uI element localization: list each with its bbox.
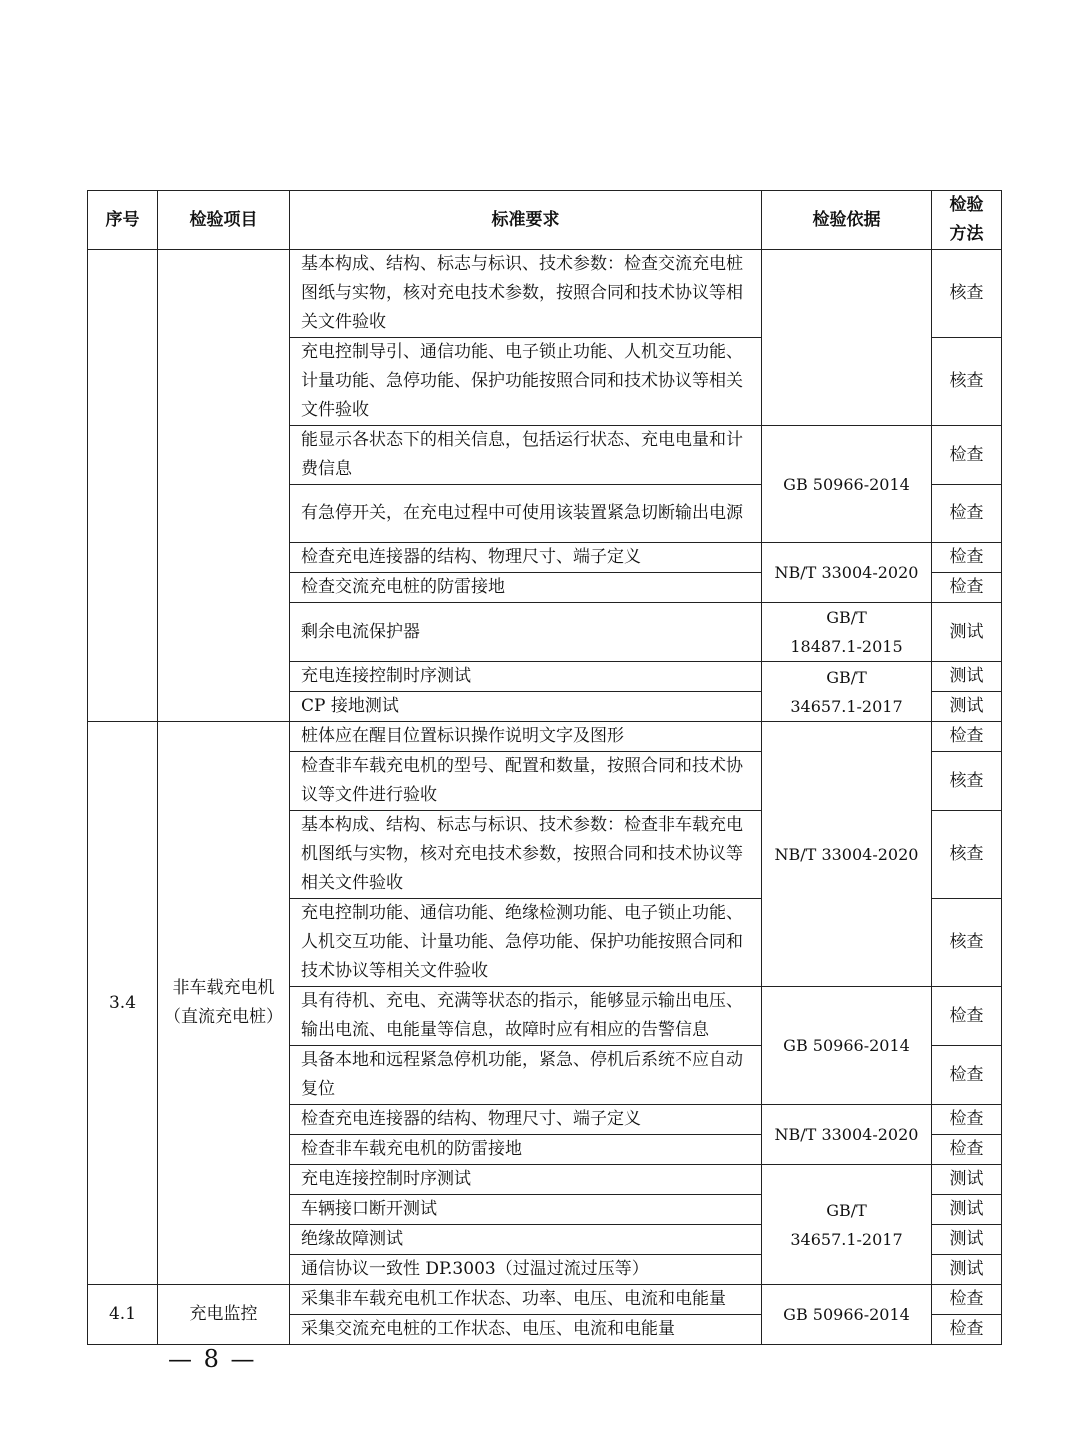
- method-cell: 测试: [932, 1255, 1002, 1285]
- requirement-cell: 通信协议一致性 DP.3003（过温过流过压等）: [290, 1255, 762, 1285]
- seq-cell: 4.1: [88, 1285, 158, 1345]
- method-cell: 检查: [932, 1315, 1002, 1345]
- header-basis: 检验依据: [762, 191, 932, 250]
- method-cell: 核查: [932, 811, 1002, 899]
- method-cell: 检查: [932, 1105, 1002, 1135]
- method-cell: 核查: [932, 250, 1002, 338]
- header-seq: 序号: [88, 191, 158, 250]
- basis-cell: NB/T 33004-2020: [762, 543, 932, 603]
- basis-cell: NB/T 33004-2020: [762, 1105, 932, 1165]
- requirement-cell: 桩体应在醒目位置标识操作说明文字及图形: [290, 722, 762, 752]
- table-header-row: [88, 191, 1002, 250]
- seq-cell-empty: [88, 250, 158, 722]
- requirement-cell: 检查非车载充电机的防雷接地: [290, 1135, 762, 1165]
- header-item: 检验项目: [158, 191, 290, 250]
- method-cell: 检查: [932, 543, 1002, 573]
- method-cell: 检查: [932, 426, 1002, 485]
- requirement-cell: 能显示各状态下的相关信息，包括运行状态、充电电量和计费信息: [290, 426, 762, 485]
- requirement-cell: 有急停开关，在充电过程中可使用该装置紧急切断输出电源: [290, 485, 762, 543]
- requirement-cell: 具备本地和远程紧急停机功能，紧急、停机后系统不应自动复位: [290, 1046, 762, 1105]
- table-row: [88, 722, 1002, 752]
- requirement-cell: 检查非车载充电机的型号、配置和数量，按照合同和技术协议等文件进行验收: [290, 752, 762, 811]
- header-requirement: 标准要求: [290, 191, 762, 250]
- basis-cell: GB/T 18487.1-2015: [762, 603, 932, 662]
- method-cell: 检查: [932, 573, 1002, 603]
- header-method: 检验 方法: [932, 191, 1002, 250]
- requirement-cell: 充电控制功能、通信功能、绝缘检测功能、电子锁止功能、人机交互功能、计量功能、急停功能、保护功能按照合同和技术协议等相关文件验收: [290, 899, 762, 987]
- requirement-cell: CP 接地测试: [290, 692, 762, 722]
- method-cell: 测试: [932, 1195, 1002, 1225]
- basis-cell: GB 50966-2014: [762, 1285, 932, 1345]
- basis-cell: GB/T 34657.1-2017: [762, 662, 932, 722]
- requirement-cell: 充电连接控制时序测试: [290, 662, 762, 692]
- basis-cell: NB/T 33004-2020: [762, 722, 932, 987]
- requirement-cell: 检查充电连接器的结构、物理尺寸、端子定义: [290, 1105, 762, 1135]
- basis-cell: GB 50966-2014: [762, 426, 932, 543]
- method-cell: 检查: [932, 1135, 1002, 1165]
- item-cell: 非车载充电机（直流充电桩）: [158, 722, 290, 1285]
- item-cell-empty: [158, 250, 290, 722]
- requirement-cell: 车辆接口断开测试: [290, 1195, 762, 1225]
- requirement-cell: 基本构成、结构、标志与标识、技术参数：检查交流充电桩图纸与实物，核对充电技术参数，按照合同和技术协议等相关文件验收: [290, 250, 762, 338]
- requirement-cell: 充电连接控制时序测试: [290, 1165, 762, 1195]
- basis-cell-empty: [762, 250, 932, 426]
- requirement-cell: 剩余电流保护器: [290, 603, 762, 662]
- method-cell: 核查: [932, 899, 1002, 987]
- method-cell: 测试: [932, 603, 1002, 662]
- requirement-cell: 检查交流充电桩的防雷接地: [290, 573, 762, 603]
- requirement-cell: 采集非车载充电机工作状态、功率、电压、电流和电能量: [290, 1285, 762, 1315]
- method-cell: 测试: [932, 662, 1002, 692]
- method-cell: 测试: [932, 1225, 1002, 1255]
- method-cell: 核查: [932, 752, 1002, 811]
- page-number: — 8 —: [168, 1345, 257, 1373]
- table-row: [88, 250, 1002, 338]
- method-cell: 检查: [932, 987, 1002, 1046]
- table-row: [88, 1285, 1002, 1315]
- inspection-table: [87, 190, 1002, 1345]
- method-cell: 检查: [932, 1285, 1002, 1315]
- basis-cell: GB/T 34657.1-2017: [762, 1165, 932, 1285]
- method-cell: 检查: [932, 485, 1002, 543]
- requirement-cell: 检查充电连接器的结构、物理尺寸、端子定义: [290, 543, 762, 573]
- method-cell: 检查: [932, 1046, 1002, 1105]
- requirement-cell: 绝缘故障测试: [290, 1225, 762, 1255]
- method-cell: 检查: [932, 722, 1002, 752]
- requirement-cell: 基本构成、结构、标志与标识、技术参数：检查非车载充电机图纸与实物，核对充电技术参数，按照合同和技术协议等相关文件验收: [290, 811, 762, 899]
- method-cell: 核查: [932, 338, 1002, 426]
- method-cell: 测试: [932, 1165, 1002, 1195]
- seq-cell: 3.4: [88, 722, 158, 1285]
- basis-cell: GB 50966-2014: [762, 987, 932, 1105]
- requirement-cell: 具有待机、充电、充满等状态的指示，能够显示输出电压、输出电流、电能量等信息，故障时应有相应的告警信息: [290, 987, 762, 1046]
- requirement-cell: 充电控制导引、通信功能、电子锁止功能、人机交互功能、计量功能、急停功能、保护功能按照合同和技术协议等相关文件验收: [290, 338, 762, 426]
- requirement-cell: 采集交流充电桩的工作状态、电压、电流和电能量: [290, 1315, 762, 1345]
- method-cell: 测试: [932, 692, 1002, 722]
- item-cell: 充电监控: [158, 1285, 290, 1345]
